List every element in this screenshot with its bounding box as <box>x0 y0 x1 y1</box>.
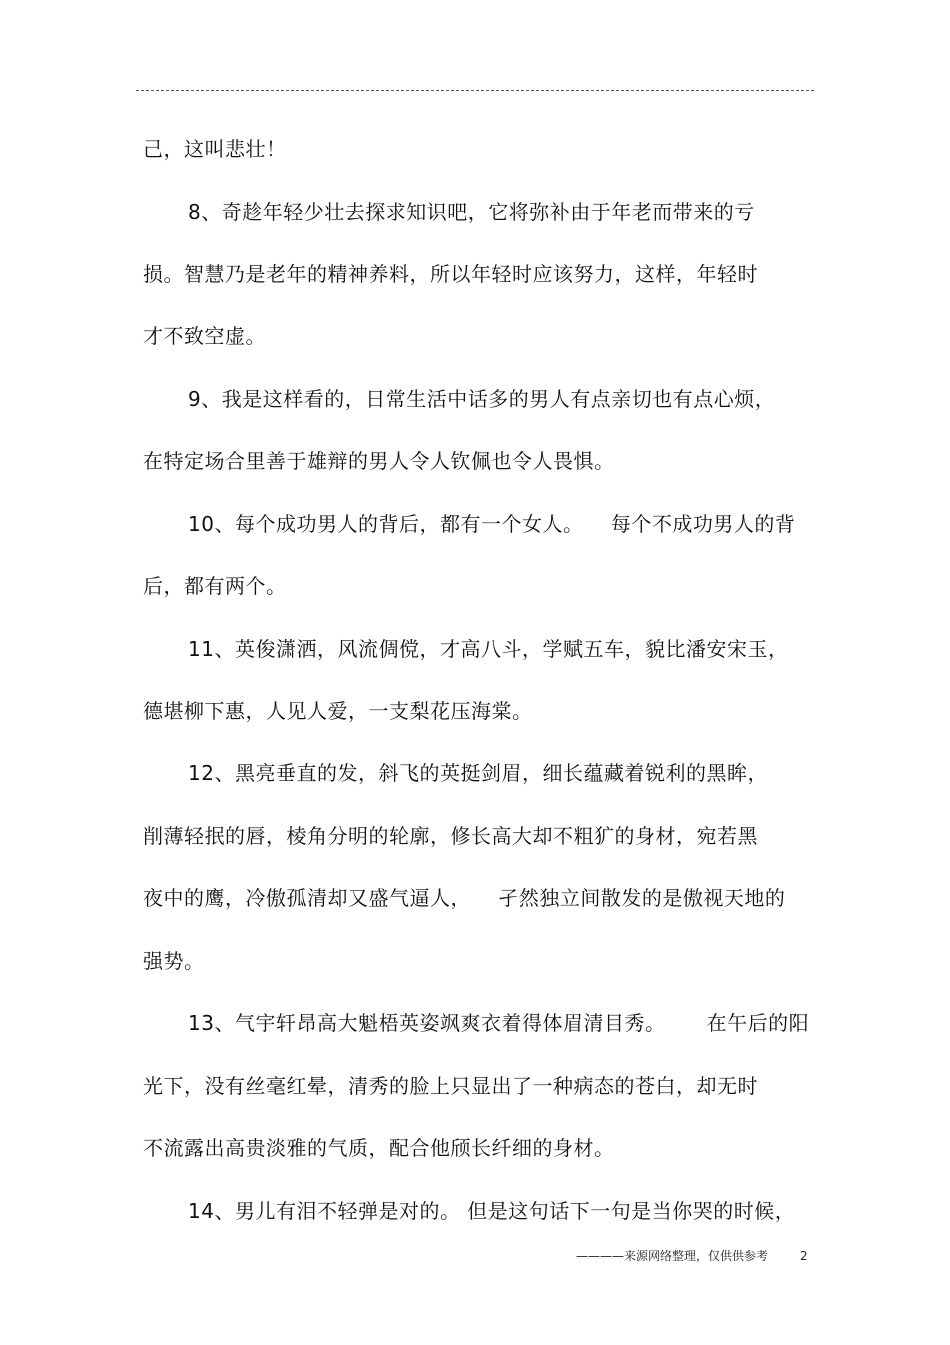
text-line: 9、我是这样看的，日常生活中话多的男人有点亲切也有点心烦， <box>188 387 776 411</box>
text-line: 削薄轻抿的唇，棱角分明的轮廓，修长高大却不粗犷的身材，宛若黑 <box>143 824 758 848</box>
text-line: 不流露出高贵淡雅的气质，配合他颀长纤细的身材。 <box>143 1136 615 1160</box>
text-line: 德堪柳下惠，人见人爱，一支梨花压海棠。 <box>143 699 533 723</box>
text-line: 才不致空虚。 <box>143 324 266 348</box>
header-divider <box>136 90 814 91</box>
text-line: 13、气宇轩昂高大魁梧英姿飒爽衣着得体眉清目秀。 在午后的阳 <box>188 1011 810 1035</box>
text-line: 11、英俊潇洒，风流倜傥，才高八斗，学赋五车，貌比潘安宋玉， <box>188 637 789 661</box>
text-line: 10、每个成功男人的背后，都有一个女人。 每个不成功男人的背 <box>188 512 796 536</box>
text-line: 后，都有两个。 <box>143 574 287 598</box>
text-line: 强势。 <box>143 949 205 973</box>
text-line: 12、黑亮垂直的发，斜飞的英挺剑眉，细长蕴藏着锐利的黑眸， <box>188 761 768 785</box>
page-number: 2 <box>800 1249 808 1263</box>
footer-source-note: ————来源网络整理，仅供供参考 <box>576 1249 769 1263</box>
text-line: 损。智慧乃是老年的精神养料，所以年轻时应该努力，这样，年轻时 <box>143 262 758 286</box>
text-line: 8、奇趁年轻少壮去探求知识吧，它将弥补由于年老而带来的亏 <box>188 200 755 224</box>
text-line: 夜中的鹰，冷傲孤清却又盛气逼人， 孑然独立间散发的是傲视天地的 <box>143 886 786 910</box>
text-line: 光下，没有丝毫红晕，清秀的脸上只显出了一种病态的苍白，却无时 <box>143 1074 758 1098</box>
text-line: 在特定场合里善于雄辩的男人令人钦佩也令人畏惧。 <box>143 449 615 473</box>
text-line: 己，这叫悲壮！ <box>143 137 287 161</box>
text-line: 14、男儿有泪不轻弹是对的。 但是这句话下一句是当你哭的时候， <box>188 1199 796 1223</box>
